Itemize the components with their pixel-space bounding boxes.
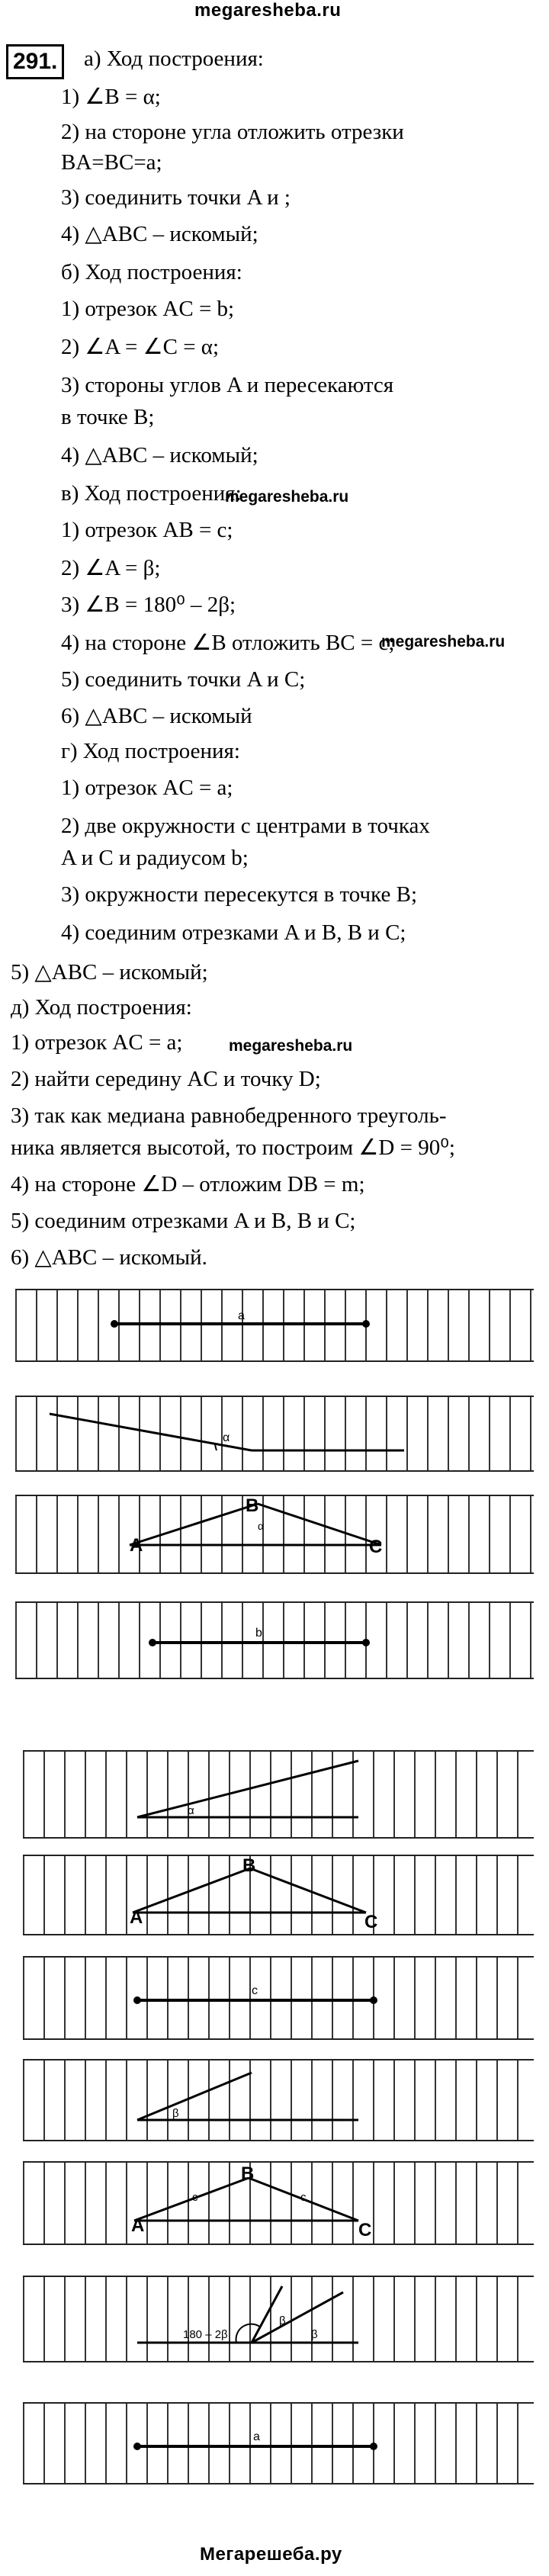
section-g-line: 1) отрезок AC = a; xyxy=(61,776,233,800)
label-A: A xyxy=(130,1907,143,1928)
section-b-line: 2) ∠A = ∠C = α; xyxy=(61,335,220,359)
label-180: 180 – 2β xyxy=(183,2328,228,2341)
section-v-header: в) Ход построения: xyxy=(61,481,242,506)
section-a-header: а) Ход построения: xyxy=(84,47,264,71)
figure-svg xyxy=(23,2060,534,2140)
section-g-line: 2) две окружности с центрами в точках xyxy=(61,814,430,838)
label-a: a xyxy=(238,1309,245,1322)
section-a-line: 1) ∠B = α; xyxy=(61,85,161,109)
section-g-line: 5) △ABC – искомый; xyxy=(11,960,208,984)
section-d-line: 1) отрезок AC = a; xyxy=(11,1030,183,1055)
label-alpha: α xyxy=(223,1431,230,1444)
watermark: megaresheba.ru xyxy=(225,488,349,506)
watermark: megaresheba.ru xyxy=(381,633,506,650)
figure-triangle-c xyxy=(23,2161,534,2245)
label-a: a xyxy=(253,2430,260,2443)
label-C: C xyxy=(364,1912,378,1932)
figure-triangle-b xyxy=(23,1855,534,1935)
section-v-line: 1) отрезок AB = c; xyxy=(61,518,233,542)
label-B: B xyxy=(241,2163,255,2184)
section-g-header: г) Ход построения: xyxy=(61,739,240,763)
figure-triangle-a xyxy=(15,1495,534,1574)
section-a-line: BA=BC=a; xyxy=(61,150,162,175)
figure-angle-alpha xyxy=(15,1396,534,1472)
watermark: megaresheba.ru xyxy=(229,1037,353,1055)
figure-svg xyxy=(23,2277,534,2361)
section-b-line: 4) △ABC – искомый; xyxy=(61,443,258,467)
section-b-line: 1) отрезок AC = b; xyxy=(61,297,235,321)
section-d-line: 2) найти середину AC и точку D; xyxy=(11,1067,321,1091)
label-B: B xyxy=(246,1496,259,1516)
section-v-line: 6) △ABC – искомый xyxy=(61,704,252,728)
figure-svg xyxy=(23,1752,534,1837)
label-b: b xyxy=(255,1627,262,1640)
site-footer: Мегарешеба.ру xyxy=(200,2544,342,2565)
label-beta: β xyxy=(311,2328,318,2341)
section-b-header: б) Ход построения: xyxy=(61,260,242,284)
figure-angle-alpha-2 xyxy=(23,1750,534,1839)
label-alpha: α xyxy=(188,1804,194,1817)
section-v-line: 4) на стороне ∠B отложить BC = c; xyxy=(61,631,395,655)
site-header: megaresheba.ru xyxy=(194,0,342,21)
label-A: A xyxy=(131,2215,145,2236)
section-d-line: ника является высотой, то построим ∠D = 90⁰; xyxy=(11,1135,455,1160)
label-c: c xyxy=(192,2191,198,2204)
section-v-line: 2) ∠A = β; xyxy=(61,556,161,580)
section-b-line: 3) стороны углов A и пересекаются xyxy=(61,373,394,397)
figure-svg xyxy=(15,1603,534,1678)
section-a-line: 4) △ABC – искомый; xyxy=(61,222,258,246)
section-g-line: 4) соединим отрезками A и B, B и C; xyxy=(61,920,406,945)
section-d-line: 6) △ABC – искомый. xyxy=(11,1245,207,1270)
section-d-line: 3) так как медиана равнобедренного треуголь- xyxy=(11,1103,447,1128)
figure-svg xyxy=(23,2404,534,2483)
section-a-line: 3) соединить точки A и ; xyxy=(61,185,291,210)
figure-svg xyxy=(15,1397,534,1470)
figure-svg xyxy=(23,2163,534,2244)
figure-segment-a-2 xyxy=(23,2402,534,2484)
label-c: c xyxy=(252,1984,258,1997)
section-d-line: 5) соединим отрезками A и B, B и C; xyxy=(11,1209,356,1233)
figure-segment-b xyxy=(15,1601,534,1679)
figure-svg xyxy=(15,1290,534,1360)
figure-angle-beta xyxy=(23,2059,534,2141)
figure-segment-a xyxy=(15,1289,534,1362)
figure-svg xyxy=(15,1496,534,1572)
figure-angle-180 xyxy=(23,2276,534,2362)
label-alpha: α xyxy=(258,1520,265,1532)
section-a-line: 2) на стороне угла отложить отрезки xyxy=(61,120,404,144)
section-g-line: A и C и радиусом b; xyxy=(61,846,249,870)
label-beta: β xyxy=(279,2314,286,2327)
label-B: B xyxy=(242,1856,256,1876)
label-C: C xyxy=(369,1537,383,1557)
section-d-line: 4) на стороне ∠D – отложим DB = m; xyxy=(11,1172,365,1196)
section-v-line: 3) ∠B = 180⁰ – 2β; xyxy=(61,593,236,617)
figure-segment-c xyxy=(23,1956,534,2040)
label-A: A xyxy=(130,1535,143,1556)
problem-number: 291. xyxy=(6,44,64,79)
figure-svg xyxy=(23,1856,534,1934)
section-b-line: в точке B; xyxy=(61,405,155,429)
label-beta: β xyxy=(172,2107,179,2120)
label-C: C xyxy=(358,2220,372,2240)
figure-svg xyxy=(23,1958,534,2038)
section-d-header: д) Ход построения: xyxy=(11,995,192,1020)
label-c: c xyxy=(300,2191,307,2204)
section-v-line: 5) соединить точки A и C; xyxy=(61,667,306,692)
section-g-line: 3) окружности пересекутся в точке B; xyxy=(61,882,418,907)
